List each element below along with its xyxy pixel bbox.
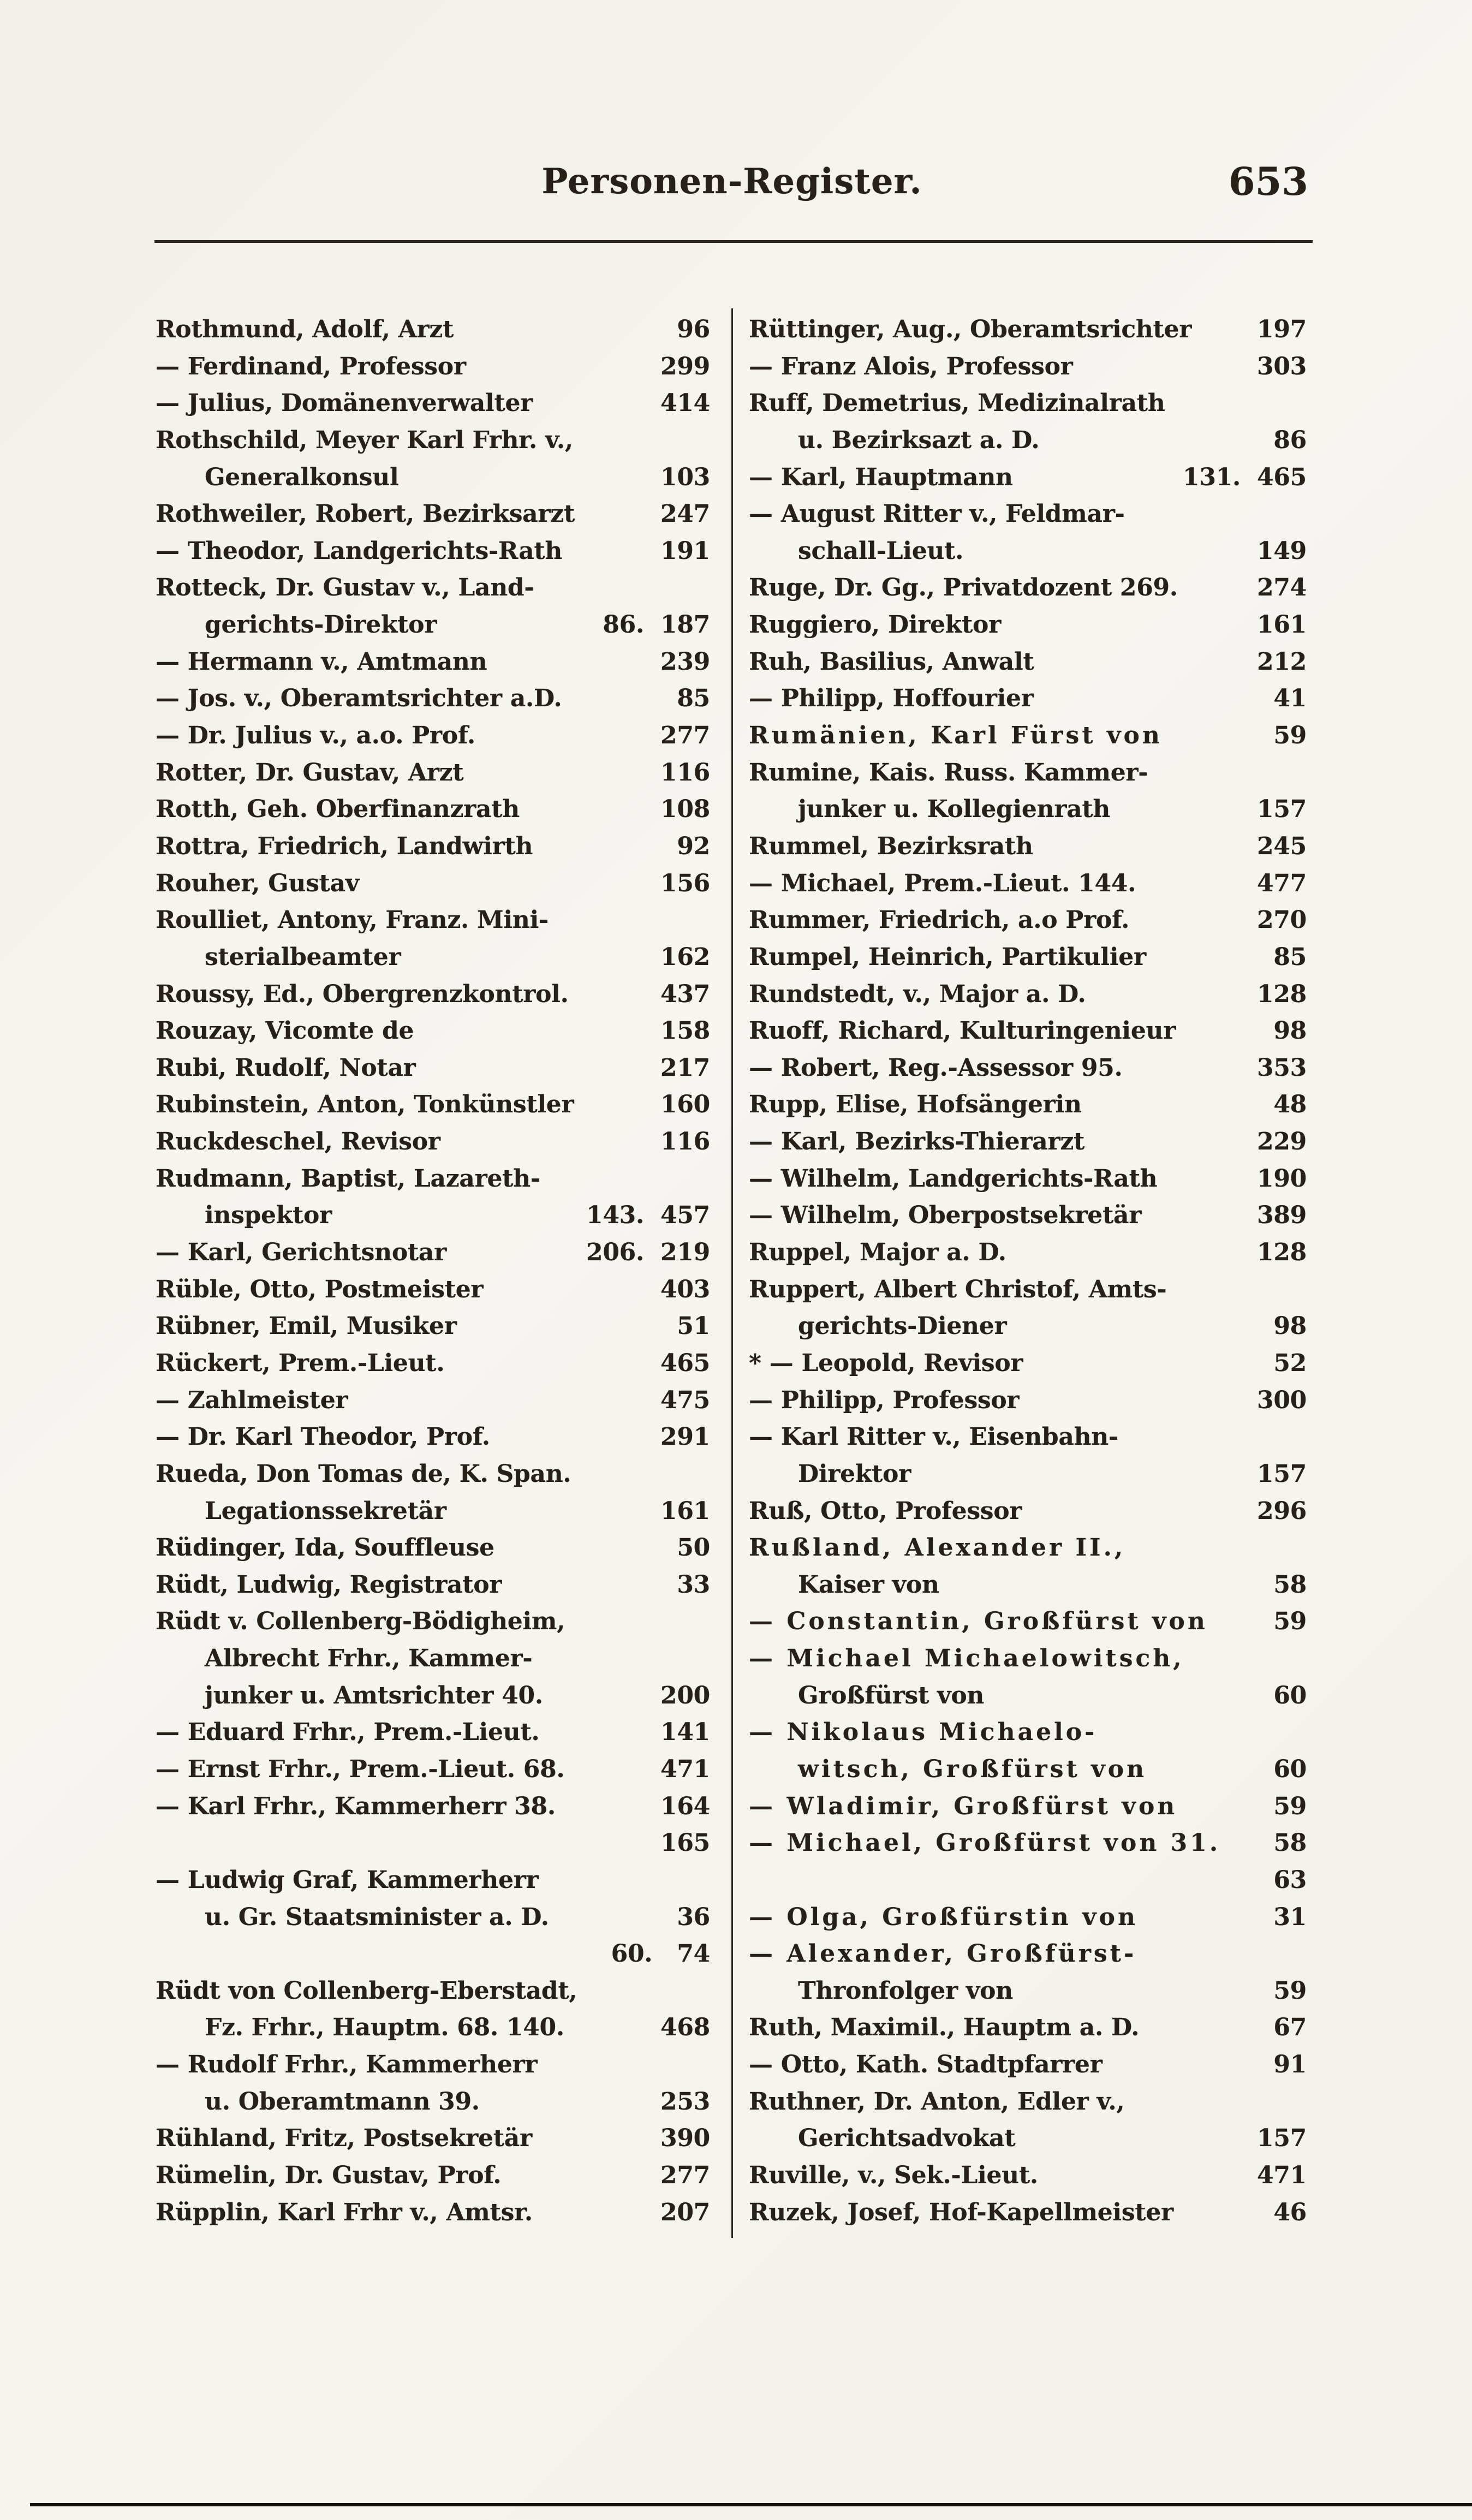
index-entry-line: [749, 2194, 1307, 2231]
index-entry-line: [156, 1640, 710, 1677]
entry-page-number: 128: [1257, 980, 1307, 1008]
entry-page-number: 157: [1257, 1459, 1307, 1488]
entry-page-number: 164: [660, 1792, 710, 1820]
entry-text: * — Leopold, Revisor: [749, 1349, 1023, 1377]
entry-text: Albrecht Frhr., Kammer-: [205, 1645, 533, 1673]
entry-page-number: 197: [1257, 315, 1307, 343]
index-entry-line: [156, 1788, 710, 1825]
entry-text: Rueda, Don Tomas de, K. Span.: [156, 1459, 571, 1488]
entry-text: Rumänien, Karl Fürst von: [749, 722, 1163, 750]
entry-text: Legationssekretär: [205, 1497, 446, 1525]
entry-text: Ruville, v., Sek.-Lieut.: [749, 2161, 1038, 2190]
entry-page-number: 206. 219: [586, 1238, 710, 1267]
entry-page-number: 108: [660, 795, 710, 824]
entry-text: Rouher, Gustav: [156, 869, 360, 897]
entry-text: Rotter, Dr. Gustav, Arzt: [156, 758, 464, 787]
entry-page-number: 274: [1257, 574, 1307, 602]
index-entry-line: [749, 976, 1307, 1013]
entry-text: Rubinstein, Anton, Tonkünstler: [156, 1091, 574, 1119]
entry-page-number: 86. 187: [603, 611, 710, 639]
entry-text: Rothweiler, Robert, Bezirksarzt: [156, 500, 575, 528]
index-column-left: [156, 311, 710, 2231]
entry-page-number: 160: [660, 1091, 710, 1119]
entry-text: u. Gr. Staatsminister a. D.: [205, 1903, 549, 1931]
index-entry-line: [749, 828, 1307, 865]
entry-text: Rüpplin, Karl Frhr v., Amtsr.: [156, 2198, 533, 2226]
index-entry-line: [156, 2009, 710, 2046]
entry-page-number: 161: [1257, 611, 1307, 639]
index-entry-line: [156, 348, 710, 385]
entry-page-number: 156: [660, 869, 710, 897]
entry-page-number: 277: [660, 722, 710, 750]
entry-text: — Robert, Reg.-Assessor 95.: [749, 1053, 1123, 1082]
index-entry-line: [749, 1640, 1307, 1677]
entry-text: Rummel, Bezirksrath: [749, 832, 1033, 860]
index-entry-line: [749, 311, 1307, 348]
index-entry-line: [156, 1456, 710, 1493]
entry-text: — Rudolf Frhr., Kammerherr: [156, 2051, 538, 2079]
entry-text: — Michael Michaelowitsch,: [749, 1645, 1184, 1673]
index-entry-line: [156, 1529, 710, 1566]
entry-page-number: 239: [660, 647, 710, 676]
entry-text: Generalkonsul: [205, 463, 399, 491]
entry-text: Rotth, Geh. Oberfinanzrath: [156, 795, 520, 824]
entry-text: — Dr. Julius v., a.o. Prof.: [156, 722, 475, 750]
entry-text: — Karl Ritter v., Eisenbahn-: [749, 1423, 1118, 1451]
entry-page-number: 212: [1257, 647, 1307, 676]
index-entry-line: [749, 1935, 1307, 1973]
entry-text: — Karl, Bezirks-Thierarzt: [749, 1128, 1085, 1156]
entry-text: — Ernst Frhr., Prem.-Lieut. 68.: [156, 1755, 565, 1783]
entry-text: Rübner, Emil, Musiker: [156, 1312, 457, 1341]
index-entry-line: [156, 1899, 710, 1936]
entry-text: Rümelin, Dr. Gustav, Prof.: [156, 2161, 502, 2190]
entry-text: inspektor: [205, 1201, 332, 1230]
entry-page-number: 162: [660, 943, 710, 971]
entry-page-number: 91: [1273, 2051, 1307, 2079]
entry-text: u. Bezirksazt a. D.: [798, 426, 1040, 454]
index-entry-line: [156, 569, 710, 606]
index-entry-line: [156, 1973, 710, 2010]
entry-text: schall-Lieut.: [798, 537, 964, 565]
entry-text: Ruge, Dr. Gg., Privatdozent 269.: [749, 574, 1178, 602]
entry-text: Rußland, Alexander II.,: [749, 1534, 1126, 1562]
entry-page-number: 299: [660, 352, 710, 380]
entry-page-number: 414: [660, 389, 710, 418]
entry-text: Ruggiero, Direktor: [749, 611, 1001, 639]
entry-page-number: 131. 465: [1183, 463, 1307, 491]
entry-page-number: 471: [1257, 2161, 1307, 2190]
index-entry-line: [156, 496, 710, 533]
entry-page-number: 296: [1257, 1497, 1307, 1525]
index-entry-line: [749, 754, 1307, 791]
entry-page-number: 86: [1273, 426, 1307, 454]
entry-page-number: 60: [1273, 1681, 1307, 1709]
entry-page-number: 200: [660, 1681, 710, 1709]
index-entry-line: [156, 459, 710, 496]
entry-page-number: 303: [1257, 352, 1307, 380]
entry-text: — Constantin, Großfürst von: [749, 1607, 1208, 1636]
index-entry-line: [749, 2120, 1307, 2157]
entry-text: — Franz Alois, Professor: [749, 352, 1073, 380]
entry-text: Rüttinger, Aug., Oberamtsrichter: [749, 315, 1192, 343]
index-entry-line: [749, 1899, 1307, 1936]
index-entry-line: [749, 1160, 1307, 1198]
entry-page-number: 143. 457: [586, 1201, 710, 1230]
index-entry-line: [156, 1419, 710, 1456]
index-entry-line: [156, 1751, 710, 1788]
index-entry-line: [749, 902, 1307, 939]
entry-text: Rüdt v. Collenberg-Bödigheim,: [156, 1607, 565, 1636]
entry-page-number: 141: [660, 1718, 710, 1747]
entry-text: — Otto, Kath. Stadtpfarrer: [749, 2051, 1102, 2079]
entry-page-number: 116: [660, 758, 710, 787]
index-entry-line: [156, 1714, 710, 1751]
index-entry-line: [156, 2120, 710, 2157]
entry-text: Roussy, Ed., Obergrenzkontrol.: [156, 980, 569, 1008]
index-entry-line: [156, 1050, 710, 1087]
entry-page-number: 116: [660, 1128, 710, 1156]
entry-page-number: 390: [660, 2124, 710, 2153]
index-entry-line: [749, 1493, 1307, 1530]
entry-page-number: 92: [677, 832, 710, 860]
entry-page-number: 63: [1273, 1866, 1307, 1894]
entry-page-number: 58: [1273, 1829, 1307, 1857]
entry-page-number: 58: [1273, 1570, 1307, 1599]
entry-text: — Philipp, Hoffourier: [749, 684, 1034, 713]
index-entry-line: [749, 1419, 1307, 1456]
entry-text: — Eduard Frhr., Prem.-Lieut.: [156, 1718, 540, 1747]
entry-text: — Philipp, Professor: [749, 1386, 1020, 1414]
index-entry-line: [749, 1714, 1307, 1751]
index-entry-line: [156, 1086, 710, 1123]
entry-text: — Jos. v., Oberamtsrichter a.D.: [156, 684, 562, 713]
index-entry-line: [749, 1382, 1307, 1419]
entry-page-number: 291: [660, 1423, 710, 1451]
entry-page-number: 50: [677, 1534, 710, 1562]
index-entry-line: [156, 1566, 710, 1604]
index-entry-line: [156, 1123, 710, 1160]
entry-text: Rubi, Rudolf, Notar: [156, 1053, 416, 1082]
entry-text: — Karl, Hauptmann: [749, 463, 1013, 491]
entry-text: Rückert, Prem.-Lieut.: [156, 1349, 445, 1377]
entry-page-number: 161: [660, 1497, 710, 1525]
entry-text: Gerichtsadvokat: [798, 2124, 1016, 2153]
entry-text: junker u. Amtsrichter 40.: [205, 1681, 543, 1709]
index-entry-line: [156, 939, 710, 976]
index-entry-line: [749, 1825, 1307, 1862]
entry-text: Ruh, Basilius, Anwalt: [749, 647, 1034, 676]
entry-text: Ruth, Maximil., Hauptm a. D.: [749, 2013, 1140, 2042]
index-entry-line: [749, 2009, 1307, 2046]
entry-page-number: 59: [1273, 1607, 1307, 1636]
entry-page-number: 51: [677, 1312, 710, 1341]
entry-text: Ruckdeschel, Revisor: [156, 1128, 440, 1156]
index-entry-line: [156, 1271, 710, 1308]
entry-page-number: 471: [660, 1755, 710, 1783]
entry-text: Ruthner, Dr. Anton, Edler v.,: [749, 2087, 1125, 2116]
index-entry-line: [749, 2157, 1307, 2194]
entry-text: Rüble, Otto, Postmeister: [156, 1275, 484, 1303]
entry-page-number: 67: [1273, 2013, 1307, 2042]
index-entry-line: [749, 1788, 1307, 1825]
entry-page-number: 48: [1273, 1091, 1307, 1119]
entry-text: — Karl, Gerichtsnotar: [156, 1238, 447, 1267]
entry-page-number: 157: [1257, 2124, 1307, 2153]
entry-text: — Hermann v., Amtmann: [156, 647, 487, 676]
index-entry-line: [749, 1603, 1307, 1640]
entry-text: Ruff, Demetrius, Medizinalrath: [749, 389, 1165, 418]
index-entry-line: [749, 939, 1307, 976]
index-entry-line: [156, 976, 710, 1013]
column-divider: [731, 308, 733, 2238]
entry-page-number: 33: [677, 1570, 710, 1599]
entry-text: Direktor: [798, 1459, 911, 1488]
index-entry-line: [749, 1456, 1307, 1493]
index-entry-line: [156, 680, 710, 717]
index-entry-line: [156, 1345, 710, 1382]
entry-page-number: 207: [660, 2198, 710, 2226]
index-entry-line: [749, 2083, 1307, 2120]
entry-page-number: 98: [1273, 1312, 1307, 1341]
index-entry-line: [749, 1086, 1307, 1123]
index-entry-line: [749, 1677, 1307, 1714]
entry-page-number: 353: [1257, 1053, 1307, 1082]
entry-text: — Nikolaus Michaelo-: [749, 1718, 1098, 1747]
entry-text: — Wladimir, Großfürst von: [749, 1792, 1178, 1820]
index-entry-line: [156, 533, 710, 570]
index-entry-line: [156, 1862, 710, 1899]
entry-page-number: 403: [660, 1275, 710, 1303]
index-entry-line: [156, 385, 710, 422]
index-entry-line: [156, 791, 710, 828]
entry-text: Ruzek, Josef, Hof-Kapellmeister: [749, 2198, 1173, 2226]
page-header: [156, 161, 1308, 210]
index-entry-line: [156, 1825, 710, 1862]
entry-text: Rouzay, Vicomte de: [156, 1017, 414, 1045]
index-entry-line: [156, 1160, 710, 1198]
entry-page-number: 389: [1257, 1201, 1307, 1230]
entry-page-number: 60: [1273, 1755, 1307, 1783]
entry-page-number: 475: [660, 1386, 710, 1414]
entry-page-number: 46: [1273, 2198, 1307, 2226]
entry-page-number: 277: [660, 2161, 710, 2190]
entry-page-number: 158: [660, 1017, 710, 1045]
entry-page-number: 149: [1257, 537, 1307, 565]
entry-text: — Dr. Karl Theodor, Prof.: [156, 1423, 490, 1451]
entry-text: — Wilhelm, Oberpostsekretär: [749, 1201, 1142, 1230]
entry-text: Ruß, Otto, Professor: [749, 1497, 1022, 1525]
index-entry-line: [749, 1973, 1307, 2010]
entry-text: Rundstedt, v., Major a. D.: [749, 980, 1086, 1008]
index-column-right: [749, 311, 1307, 2231]
index-entry-line: [749, 1566, 1307, 1604]
page-number: 653: [1228, 159, 1308, 204]
entry-text: sterialbeamter: [205, 943, 401, 971]
entry-text: Großfürst von: [798, 1681, 985, 1709]
entry-text: — Zahlmeister: [156, 1386, 348, 1414]
header-rule: [154, 240, 1313, 243]
entry-text: junker u. Kollegienrath: [798, 795, 1111, 824]
entry-page-number: 245: [1257, 832, 1307, 860]
entry-text: — Theodor, Landgerichts-Rath: [156, 537, 563, 565]
index-entry-line: [156, 311, 710, 348]
index-entry-line: [749, 1751, 1307, 1788]
index-entry-line: [156, 2194, 710, 2231]
entry-page-number: 36: [677, 1903, 710, 1931]
entry-page-number: 253: [660, 2087, 710, 2116]
index-entry-line: [156, 422, 710, 459]
index-entry-line: [156, 644, 710, 681]
entry-page-number: 217: [660, 1053, 710, 1082]
entry-page-number: 98: [1273, 1017, 1307, 1045]
entry-page-number: 85: [677, 684, 710, 713]
index-entry-line: [749, 717, 1307, 754]
entry-text: — Julius, Domänenverwalter: [156, 389, 533, 418]
entry-text: — Ferdinand, Professor: [156, 352, 466, 380]
entry-text: Rüdt von Collenberg-Eberstadt,: [156, 1976, 577, 2005]
entry-text: Rüdinger, Ida, Souffleuse: [156, 1534, 494, 1562]
entry-page-number: 465: [660, 1349, 710, 1377]
entry-text: Ruoff, Richard, Kulturingenieur: [749, 1017, 1176, 1045]
index-entry-line: [749, 385, 1307, 422]
entry-page-number: 41: [1273, 684, 1307, 713]
entry-text: Rupp, Elise, Hofsängerin: [749, 1091, 1082, 1119]
entry-text: Ruppert, Albert Christof, Amts-: [749, 1275, 1167, 1303]
entry-text: — Michael, Prem.-Lieut. 144.: [749, 869, 1136, 897]
entry-page-number: 52: [1273, 1349, 1307, 1377]
index-entry-line: [156, 1603, 710, 1640]
index-entry-line: [156, 1012, 710, 1050]
entry-page-number: 270: [1257, 906, 1307, 934]
entry-text: — Karl Frhr., Kammerherr 38.: [156, 1792, 556, 1820]
index-entry-line: [749, 1308, 1307, 1345]
entry-text: gerichts-Diener: [798, 1312, 1007, 1341]
entry-text: — Wilhelm, Landgerichts-Rath: [749, 1164, 1158, 1193]
index-entry-line: [156, 717, 710, 754]
entry-page-number: 157: [1257, 795, 1307, 824]
index-entry-line: [156, 902, 710, 939]
index-entry-line: [156, 1197, 710, 1234]
entry-text: — Olga, Großfürstin von: [749, 1903, 1138, 1931]
index-entry-line: [749, 644, 1307, 681]
entry-text: Rotteck, Dr. Gustav v., Land-: [156, 574, 534, 602]
index-entry-line: [749, 1234, 1307, 1271]
index-entry-line: [749, 1529, 1307, 1566]
index-entry-line: [156, 1677, 710, 1714]
entry-page-number: 85: [1273, 943, 1307, 971]
index-entry-line: [749, 533, 1307, 570]
entry-page-number: 59: [1273, 1792, 1307, 1820]
index-entry-line: [156, 1308, 710, 1345]
entry-text: Thronfolger von: [798, 1976, 1013, 2005]
index-entry-line: [156, 1234, 710, 1271]
entry-text: witsch, Großfürst von: [798, 1755, 1147, 1783]
entry-page-number: 247: [660, 500, 710, 528]
index-entry-line: [749, 1012, 1307, 1050]
entry-page-number: 229: [1257, 1128, 1307, 1156]
entry-text: — August Ritter v., Feldmar-: [749, 500, 1125, 528]
index-entry-line: [156, 2046, 710, 2083]
entry-text: Roulliet, Antony, Franz. Mini-: [156, 906, 549, 934]
entry-page-number: 60. 74: [611, 1940, 710, 1968]
page-title: Personen-Register.: [541, 161, 922, 202]
index-entry-line: [749, 496, 1307, 533]
entry-text: Rothschild, Meyer Karl Frhr. v.,: [156, 426, 573, 454]
page-bottom-edge-line: [30, 2503, 1472, 2506]
index-entry-line: [156, 1493, 710, 1530]
index-entry-line: [156, 865, 710, 902]
entry-page-number: 59: [1273, 722, 1307, 750]
entry-text: Rüdt, Ludwig, Registrator: [156, 1570, 502, 1599]
entry-text: Rothmund, Adolf, Arzt: [156, 315, 454, 343]
index-entry-line: [156, 2157, 710, 2194]
entry-text: Rottra, Friedrich, Landwirth: [156, 832, 533, 860]
index-entry-line: [749, 2046, 1307, 2083]
index-entry-line: [749, 422, 1307, 459]
index-entry-line: [749, 1123, 1307, 1160]
entry-text: Rumine, Kais. Russ. Kammer-: [749, 758, 1148, 787]
entry-page-number: 103: [660, 463, 710, 491]
entry-page-number: 190: [1257, 1164, 1307, 1193]
index-entry-line: [749, 1271, 1307, 1308]
entry-page-number: 31: [1273, 1903, 1307, 1931]
index-entry-line: [156, 2083, 710, 2120]
index-entry-line: [156, 1935, 710, 1973]
index-entry-line: [156, 754, 710, 791]
index-entry-line: [749, 569, 1307, 606]
entry-text: Kaiser von: [798, 1570, 939, 1599]
entry-page-number: 165: [660, 1829, 710, 1857]
index-entry-line: [156, 1382, 710, 1419]
entry-page-number: 468: [660, 2013, 710, 2042]
entry-text: Rummer, Friedrich, a.o Prof.: [749, 906, 1130, 934]
entry-page-number: 96: [677, 315, 710, 343]
index-entry-line: [749, 348, 1307, 385]
entry-page-number: 300: [1257, 1386, 1307, 1414]
entry-text: Fz. Frhr., Hauptm. 68. 140.: [205, 2013, 564, 2042]
entry-text: — Michael, Großfürst von 31.: [749, 1829, 1221, 1857]
index-entry-line: [749, 1862, 1307, 1899]
index-entry-line: [749, 865, 1307, 902]
index-entry-line: [749, 1197, 1307, 1234]
index-entry-line: [749, 791, 1307, 828]
entry-page-number: 477: [1257, 869, 1307, 897]
entry-text: Rudmann, Baptist, Lazareth-: [156, 1164, 540, 1193]
index-entry-line: [156, 828, 710, 865]
index-entry-line: [749, 606, 1307, 644]
entry-page-number: 59: [1273, 1976, 1307, 2005]
index-entry-line: [749, 680, 1307, 717]
entry-text: u. Oberamtmann 39.: [205, 2087, 480, 2116]
entry-text: gerichts-Direktor: [205, 611, 437, 639]
entry-text: Ruppel, Major a. D.: [749, 1238, 1006, 1267]
index-entry-line: [749, 1345, 1307, 1382]
entry-text: Rumpel, Heinrich, Partikulier: [749, 943, 1146, 971]
index-entry-line: [749, 1050, 1307, 1087]
entry-text: Rühland, Fritz, Postsekretär: [156, 2124, 532, 2153]
entry-page-number: 128: [1257, 1238, 1307, 1267]
entry-page-number: 191: [660, 537, 710, 565]
entry-text: — Ludwig Graf, Kammerherr: [156, 1866, 539, 1894]
index-entry-line: [156, 606, 710, 644]
index-entry-line: [749, 459, 1307, 496]
entry-page-number: 437: [660, 980, 710, 1008]
entry-text: — Alexander, Großfürst-: [749, 1940, 1137, 1968]
